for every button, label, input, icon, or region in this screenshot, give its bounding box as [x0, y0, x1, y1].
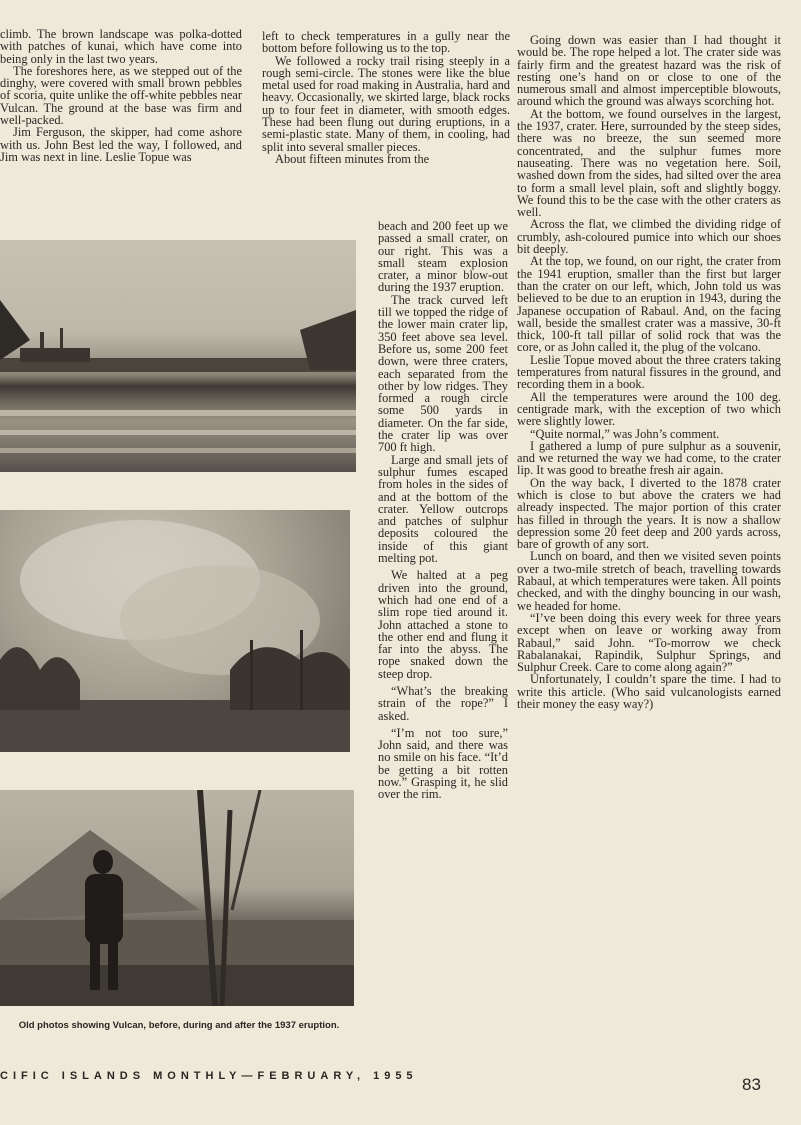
column-1	[0, 28, 242, 163]
column-2-narrow	[378, 220, 508, 801]
photo-vulcan-eruption	[0, 510, 350, 752]
running-footer: CIFIC ISLANDS MONTHLY—FEBRUARY, 1955	[0, 1070, 418, 1082]
photo-vulcan-before	[0, 240, 356, 472]
paragraph: We followed a rocky trail rising steeply in a rough semi-circle. The stones were like the blue metal used for road making in Australia, hard and heavy. Occasionally, we skirted large, black rocks up to four feet in diameter, with smooth edges. These had been flung out during eruptions, in a semi-plastic state. Many of them, in cooling, had split into several smaller pieces.	[262, 53, 510, 154]
paragraph: Going down was easier than I had thought it would be. The rope helped a lot. The crater side was fairly firm and the greatest hazard was the risk of resting one’s hand on or close to one of the numerous small and almost imperceptible blowouts, around which the ground was always scorching hot.	[517, 33, 781, 109]
paragraph: The track curved left till we topped the ridge of the lower main crater lip, 350 feet above sea level. Before us, some 200 feet down, were three craters, each separated from the other by low ridges. They formed a rough circle some 500 yards in diameter. On the far side, the crater lip was over 700 ft high.	[378, 292, 508, 455]
paragraph: beach and 200 feet up we passed a small crater, on our right. This was a small steam explosion crater, a minor blow-out during the 1937 eruption.	[378, 219, 508, 295]
paragraph: The foreshores here, as we stepped out of the dinghy, were covered with small brown pebbles of scoria, quite unlike the off-white pebbles near Vulcan. The ground at the base was firm and well-packed.	[0, 63, 242, 128]
paragraph: Across the flat, we climbed the dividing ridge of crumbly, ash-coloured pumice into which our shoes bit deeply.	[517, 217, 781, 257]
paragraph: “Quite normal,” was John’s comment.	[530, 426, 720, 441]
column-3	[517, 34, 781, 710]
paragraph: Unfortunately, I couldn’t spare the time. I had to write this article. (Who said vulcanologists earned their money the easy way?)	[517, 672, 781, 712]
photo-vulcan-after	[0, 790, 354, 1006]
paragraph: On the way back, I diverted to the 1878 crater which is close to but above the craters we had already inspected. The major portion of this crater has filled in through the years. It is now a shallow depression some 20 feet deep and 200 yards across, bare of growth of any sort.	[517, 475, 781, 552]
photo-caption: Old photos showing Vulcan, before, during and after the 1937 eruption.	[18, 1020, 340, 1031]
paragraph: Large and small jets of sulphur fumes escaped from holes in the sides of and at the bottom of the crater. Yellow outcrops and patches of sulphur deposits coloured the inside of this giant melting pot.	[378, 452, 508, 566]
paragraph: Lunch on board, and then we visited seven points over a two-mile stretch of beach, travelling towards Rabaul, at which temperatures were taken. All points checked, and with the dinghy bouncing in our wash, we headed for home.	[517, 549, 781, 613]
paragraph: left to check temperatures in a gully near the bottom before following us to the top.	[262, 29, 510, 56]
paragraph: We halted at a peg driven into the ground, which had one end of a slim rope tied around it. John attached a stone to the other end and flung it far into the abyss. The rope snaked down the steep drop.	[378, 568, 508, 681]
paragraph: At the bottom, we found ourselves in the largest, the 1937, crater. Here, surrounded by the steep sides, there was no breeze, the sun seemed more concentrated, and the sulphur fumes more nauseating. There was no vegetation here. Soil, washed down from the sides, had silted over the area to form a small level plain, soft and slightly boggy. We found this to be the case with the other craters as well.	[517, 106, 781, 220]
paragraph: Leslie Topue moved about the three craters taking temperatures from natural fissures in the ground, and recording them in a book.	[517, 352, 781, 392]
paragraph: climb. The brown landscape was polka-dotted with patches of kunai, which have come into being only in the last two years.	[0, 27, 242, 66]
paragraph: “What’s the breaking strain of the rope?” I asked.	[378, 683, 508, 723]
paragraph: At the top, we found, on our right, the crater from the 1941 eruption, smaller than the first but larger than the crater on our left, which, John told us was believed to be due to an eruption in 1943, during the Japanese occupation of Rabaul. And, on the facing wall, beside the smallest crater was a massive, 30-ft thick, 100-ft tall pillar of solid rock that was the core, or as John called it, the plug of the volcano.	[517, 254, 781, 355]
paragraph: I gathered a lump of pure sulphur as a souvenir, and we returned the way we had come, to the crater lip. It was good to breathe fresh air again.	[517, 438, 781, 478]
page-number: 83	[742, 1075, 761, 1094]
paragraph: Jim Ferguson, the skipper, had come ashore with us. John Best led the way, I followed, and Jim was next in line. Leslie Topue was	[0, 125, 242, 164]
paragraph: “I’ve been doing this every week for three years except when on leave or working away from Rabaul,” said John. “To-morrow we check Rabalanakai, Rapindik, Sulphur Springs, and Sulphur Creek. Care to come along again?”	[517, 610, 781, 675]
column-2-top	[262, 30, 510, 165]
paragraph: About fifteen minutes from the	[275, 151, 430, 166]
paragraph: All the temperatures were around the 100 deg. centigrade mark, with the exception of two which were slightly lower.	[517, 389, 781, 429]
paragraph: “I’m not too sure,” John said, and there was no smile on his face. “It’d be getting a bit rotten now.” Grasping it, he slid over the rim.	[378, 725, 508, 802]
